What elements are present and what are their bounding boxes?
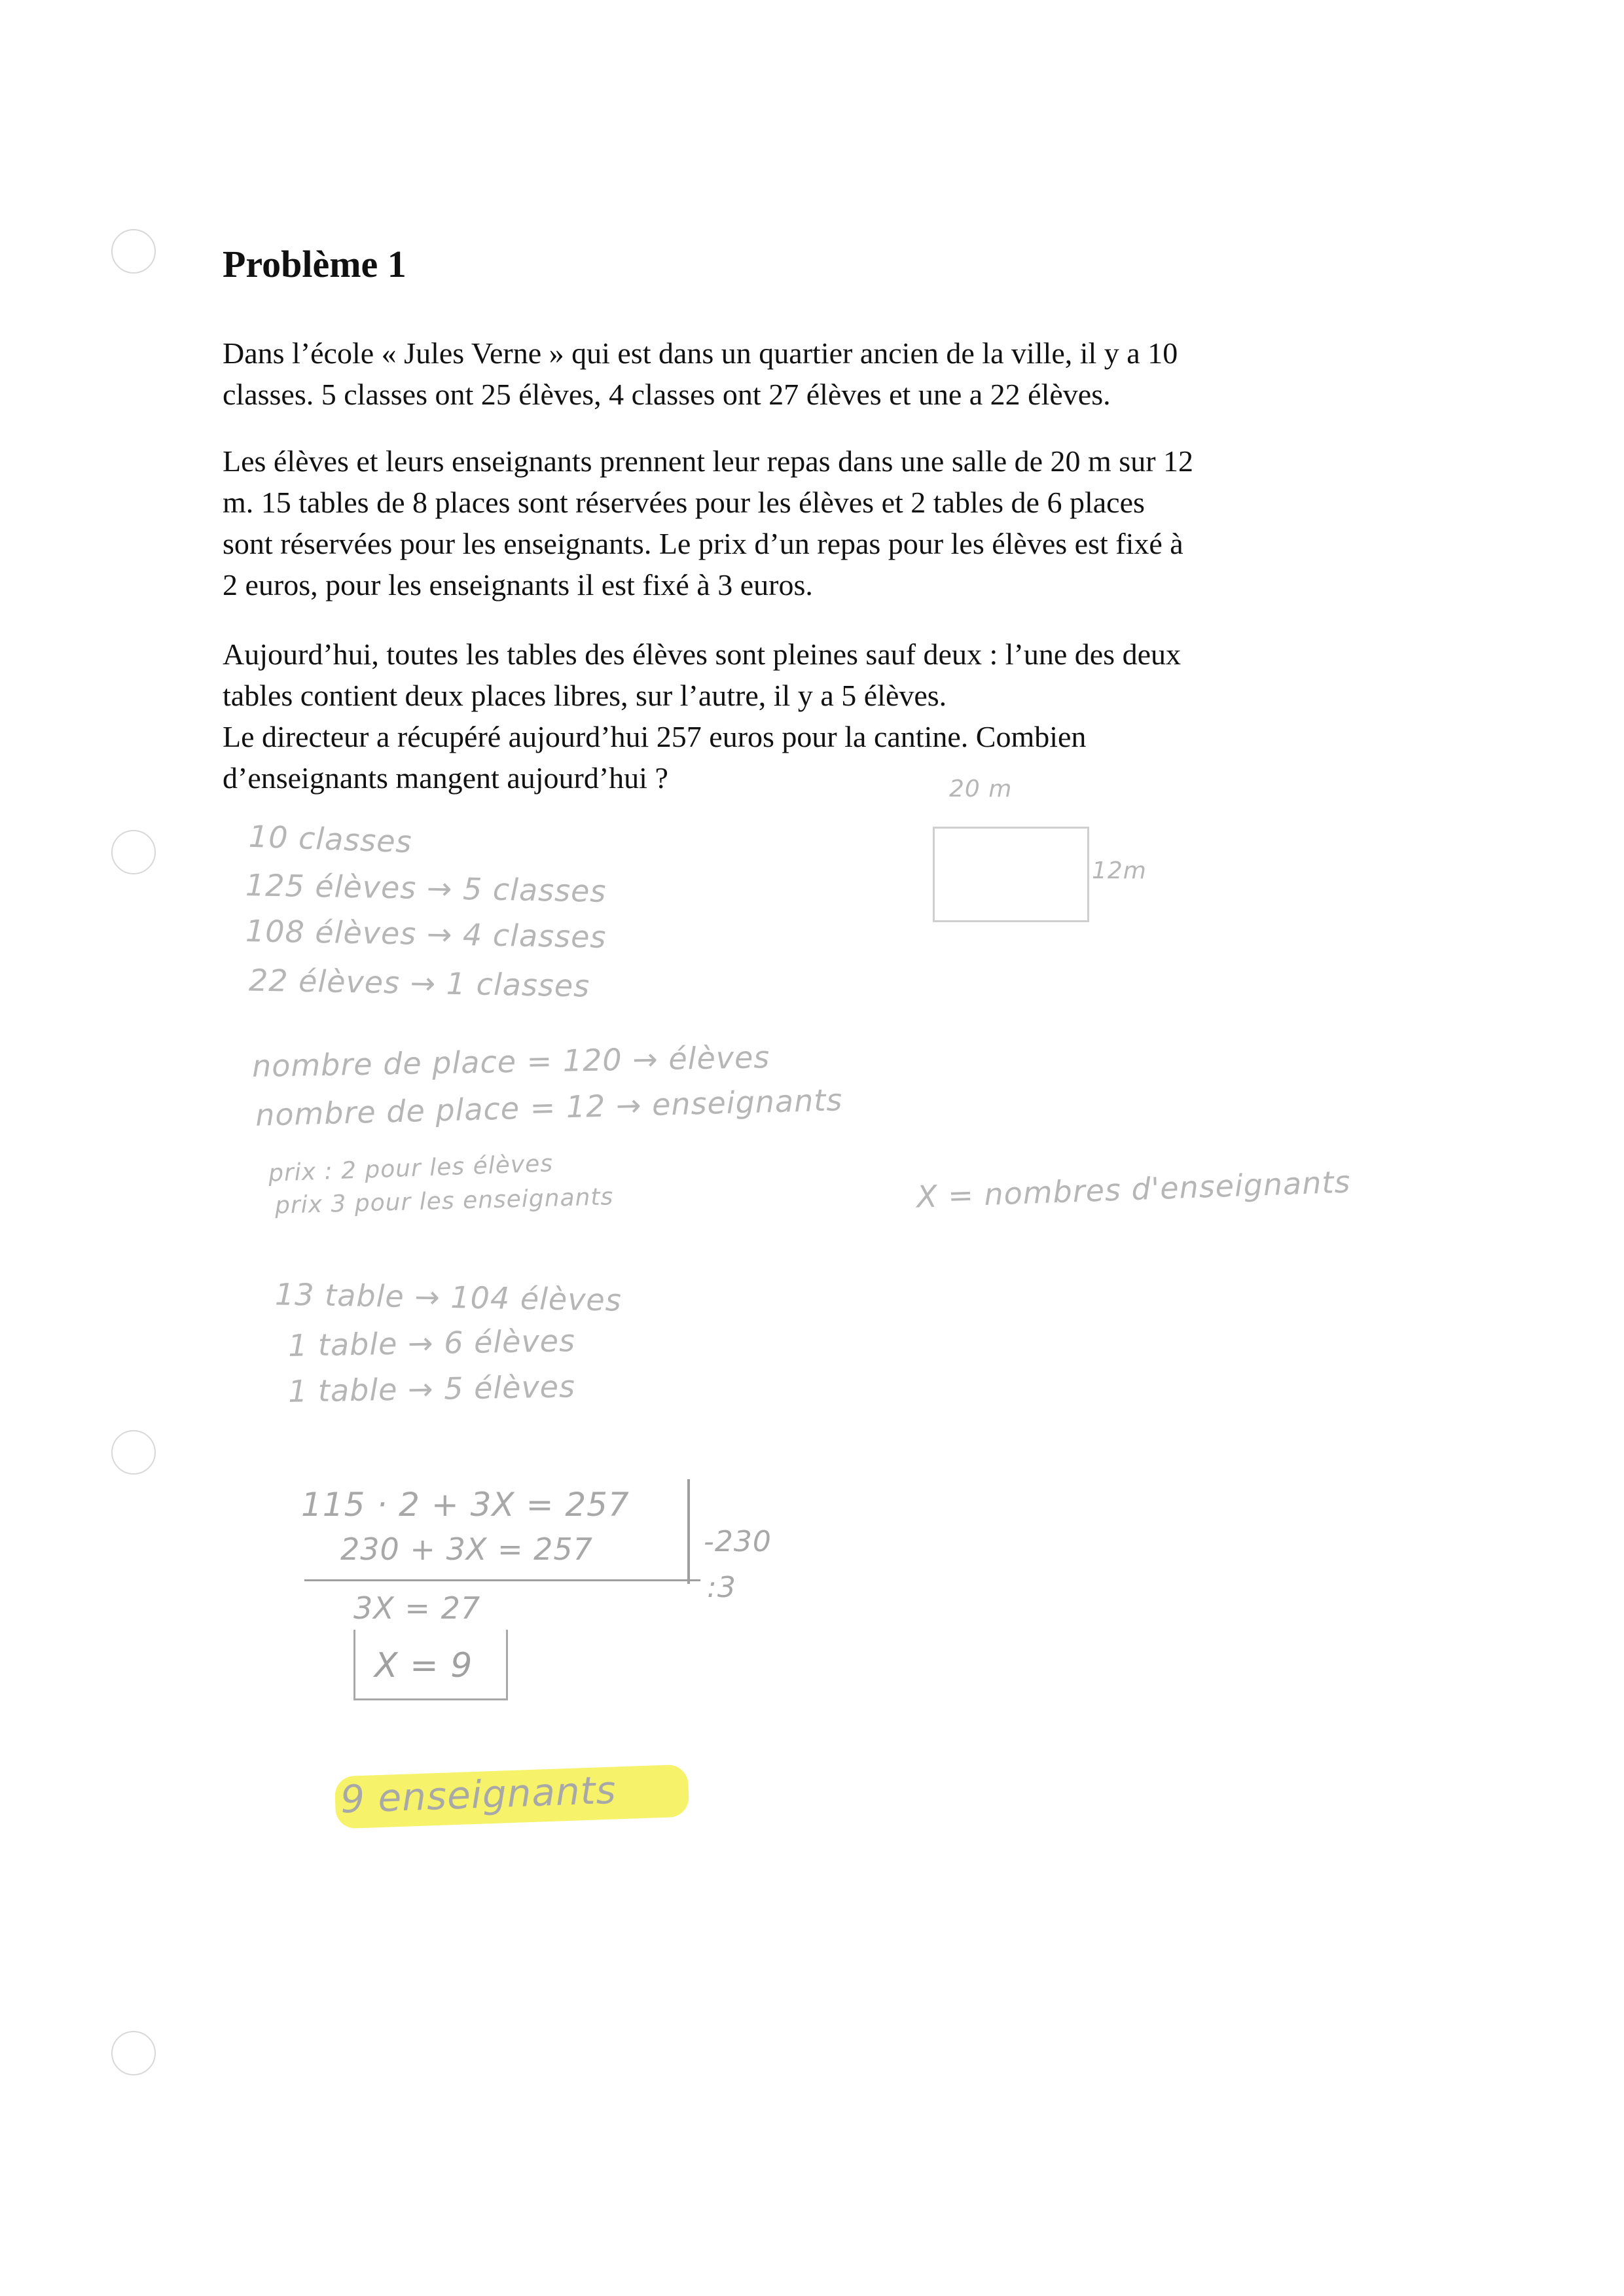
equation-step-subtract: -230: [704, 1525, 772, 1558]
equation-underline: [304, 1579, 700, 1581]
note-student-seats: nombre de place = 120 → élèves: [251, 1039, 770, 1084]
note-table-5: 1 table → 5 élèves: [287, 1369, 576, 1409]
text-line: d’enseignants mangent aujourd’hui ?: [223, 761, 668, 795]
equation-divider: [687, 1479, 690, 1584]
note-unknown-definition: X = nombres d'enseignants: [916, 1164, 1352, 1215]
text-line: sont réservées pour les enseignants. Le prix d’un repas pour les élèves est fixé à: [223, 527, 1183, 560]
problem-paragraph-1: [223, 332, 1411, 415]
punch-hole: [111, 1430, 156, 1475]
note-full-tables: 13 table → 104 élèves: [274, 1276, 623, 1318]
equation-line-1: 115 · 2 + 3X = 257: [301, 1486, 630, 1524]
note-students-1-class: 22 élèves → 1 classes: [248, 962, 590, 1004]
problem-paragraph-2: [223, 440, 1411, 605]
text-line: classes. 5 classes ont 25 élèves, 4 classes ont 27 élèves et une a 22 élèves.: [223, 378, 1111, 411]
sketch-height-label: 12m: [1092, 857, 1147, 884]
punch-hole: [111, 229, 156, 274]
note-table-6: 1 table → 6 élèves: [287, 1323, 576, 1363]
note-students-4-classes: 108 élèves → 4 classes: [245, 913, 607, 955]
equation-result: X = 9: [374, 1646, 473, 1685]
text-line: Le directeur a récupéré aujourd’hui 257 euros pour la cantine. Combien: [223, 720, 1087, 753]
note-teacher-price: prix 3 pour les enseignants: [274, 1183, 614, 1219]
text-line: tables contient deux places libres, sur l’autre, il y a 5 élèves.: [223, 679, 947, 712]
note-student-price: prix : 2 pour les élèves: [268, 1150, 554, 1187]
note-classes: 10 classes: [248, 818, 413, 860]
final-answer: 9 enseignants: [339, 1767, 617, 1822]
text-line: Les élèves et leurs enseignants prennent leur repas dans une salle de 20 m sur 12: [223, 444, 1194, 478]
problem-paragraph-3: [223, 634, 1411, 798]
room-sketch-rectangle: [933, 827, 1089, 922]
text-line: 2 euros, pour les enseignants il est fixé à 3 euros.: [223, 568, 813, 601]
note-teacher-seats: nombre de place = 12 → enseignants: [255, 1082, 843, 1133]
problem-title: Problème 1: [223, 243, 406, 285]
text-line: Aujourd’hui, toutes les tables des élèves sont pleines sauf deux : l’une des deux: [223, 637, 1182, 671]
punch-hole: [111, 830, 156, 874]
punch-hole: [111, 2031, 156, 2075]
text-line: m. 15 tables de 8 places sont réservées pour les élèves et 2 tables de 6 places: [223, 486, 1145, 519]
equation-step-divide: :3: [707, 1571, 736, 1604]
equation-line-3: 3X = 27: [353, 1590, 481, 1626]
equation-line-2: 230 + 3X = 257: [340, 1532, 593, 1567]
note-students-5-classes: 125 élèves → 5 classes: [245, 867, 607, 909]
text-line: Dans l’école « Jules Verne » qui est dans un quartier ancien de la ville, il y a 10: [223, 336, 1178, 370]
sketch-width-label: 20 m: [949, 776, 1013, 802]
